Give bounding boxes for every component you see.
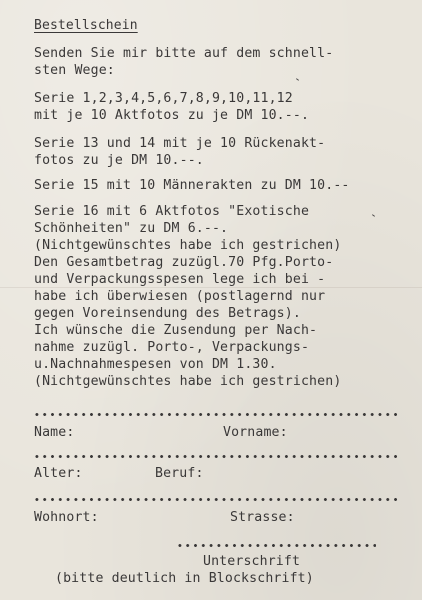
beruf-field-label: Beruf: — [155, 466, 204, 481]
signature-hint: (bitte deutlich in Blockschrift) — [55, 571, 314, 586]
wohnort-field-label: Wohnort: — [34, 510, 99, 525]
series-16-line-1: Serie 16 mit 6 Aktfotos "Exotische — [34, 204, 310, 219]
payment-line-4: habe ich überwiesen (postlagernd nur — [34, 289, 326, 304]
intro-line-1: Senden Sie mir bitte auf dem schnell- — [34, 46, 334, 61]
payment-line-8: u.Nachnahmespesen von DM 1.30. — [34, 357, 277, 372]
name-field-label: Name: — [34, 425, 75, 440]
signature-label: Unterschrift — [203, 554, 301, 569]
payment-line-5: gegen Voreinsendung des Betrags). — [34, 306, 301, 321]
intro-line-2: sten Wege: — [34, 63, 115, 78]
series-15-line: Serie 15 mit 10 Männerakten zu DM 10.-- — [34, 178, 350, 193]
payment-line-9: (Nichtgewünschtes habe ich gestrichen) — [34, 374, 342, 389]
payment-line-6: Ich wünsche die Zusendung per Nach- — [34, 323, 318, 338]
vorname-field-label: Vorname: — [223, 425, 288, 440]
alter-field-label: Alter: — [34, 466, 83, 481]
form-title: Bestellschein — [34, 18, 138, 33]
strasse-field-label: Strasse: — [230, 510, 295, 525]
payment-line-3: und Verpackungsspesen lege ich bei - — [34, 272, 326, 287]
series-16-line-2: Schönheiten" zu DM 6.--. — [34, 221, 229, 236]
series-1-12-line-1: Serie 1,2,3,4,5,6,7,8,9,10,11,12 — [34, 91, 293, 106]
payment-line-1: (Nichtgewünschtes habe ich gestrichen) — [34, 238, 342, 253]
dotted-fill-line-name — [33, 412, 398, 417]
paper-speck — [296, 78, 299, 81]
series-1-12-line-2: mit je 10 Aktfotos zu je DM 10.--. — [34, 108, 310, 123]
dotted-fill-line-alter — [33, 454, 398, 459]
series-13-14-line-2: fotos zu je DM 10.--. — [34, 153, 204, 168]
payment-line-7: nahme zuzügl. Porto-, Verpackungs- — [34, 340, 310, 355]
series-13-14-line-1: Serie 13 und 14 mit je 10 Rückenakt- — [34, 136, 326, 151]
dotted-fill-line-signature — [176, 543, 376, 548]
paper-speck — [372, 214, 375, 217]
payment-line-2: Den Gesamtbetrag zuzügl.70 Pfg.Porto- — [34, 255, 334, 270]
dotted-fill-line-wohnort — [33, 497, 398, 502]
